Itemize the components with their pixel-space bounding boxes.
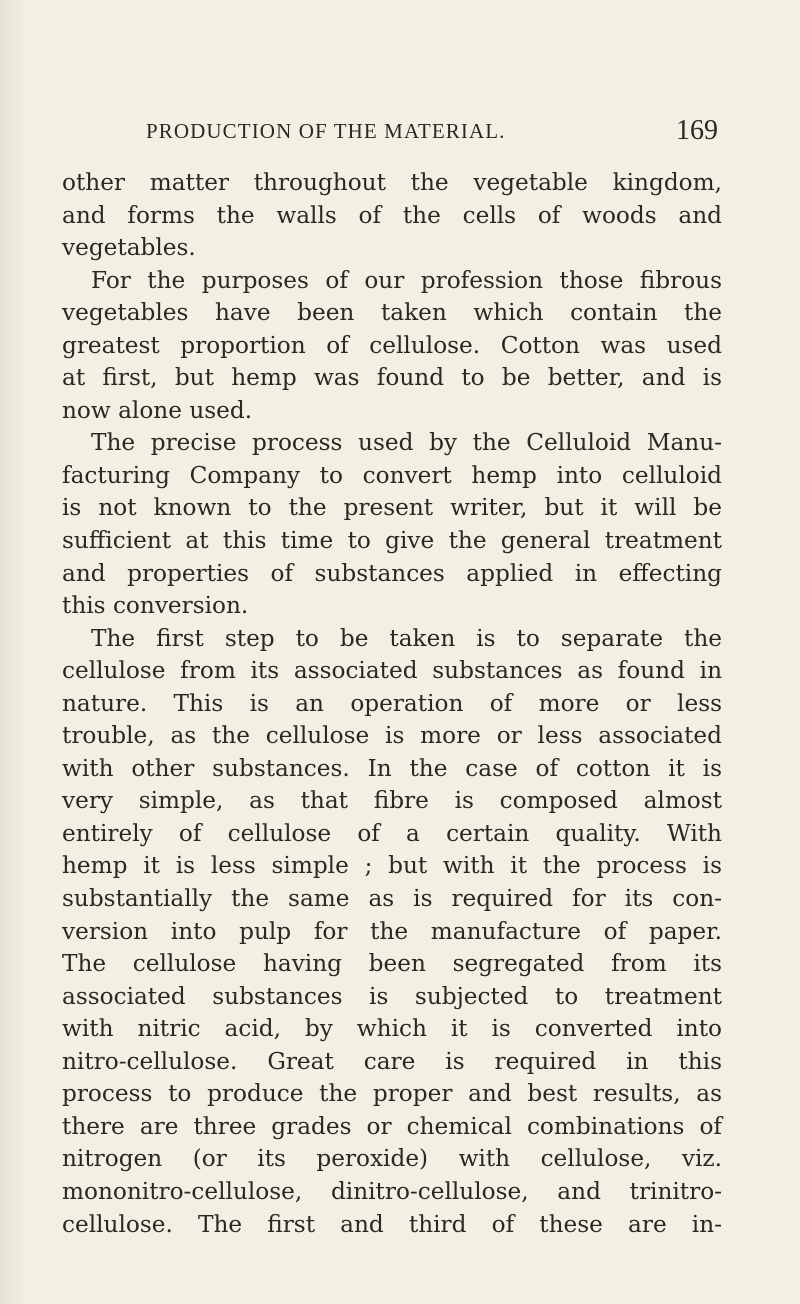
text-line: there are three grades or chemical combinations of [62,1112,722,1140]
text-line: nitrogen (or its peroxide) with cellulose, viz. [62,1145,722,1173]
text-line: entirely of cellulose of a certain quality. With [62,819,722,847]
text-line: The first step to be taken is to separate the [91,624,722,652]
text-line: with other substances. In the case of cotton it is [62,754,722,782]
text-line: The precise process used by the Celluloid Manu- [91,429,722,457]
text-line: mononitro-cellulose, dinitro-cellulose, and trinitro- [62,1177,722,1205]
text-line: The cellulose having been segregated from its [62,950,722,978]
text-line: cellulose. The first and third of these are in- [62,1210,722,1238]
text-line: at first, but hemp was found to be better, and is [62,364,722,392]
text-line: substantially the same as is required for its con- [62,885,722,913]
text-line: facturing Company to convert hemp into celluloid [62,461,722,489]
text-line: nitro-cellulose. Great care is required in this [62,1047,722,1075]
text-line: vegetables. [62,234,196,262]
text-line: this conversion. [62,592,249,620]
text-line: other matter throughout the vegetable kingdom, [62,169,722,196]
body-text [62,167,722,1241]
text-line: associated substances is subjected to treatment [62,982,722,1010]
text-line: with nitric acid, by which it is converted into [62,1015,722,1043]
running-head: PRODUCTION OF THE MATERIAL. [146,119,506,143]
text-line: very simple, as that fibre is composed almost [62,787,722,815]
text-line: hemp it is less simple ; but with it the process is [62,852,722,880]
page-header [146,115,718,149]
text-line: version into pulp for the manufacture of paper. [62,917,722,945]
text-line: now alone used. [62,396,253,424]
text-line: nature. This is an operation of more or less [62,689,722,717]
text-line: vegetables have been taken which contain the [62,299,722,327]
text-line: cellulose from its associated substances as found in [62,657,722,685]
text-line: greatest proportion of cellulose. Cotton was used [62,331,722,359]
text-line: and forms the walls of the cells of woods and [62,201,722,229]
text-line: For the purposes of our profession those fibrous [91,266,722,294]
text-line: and properties of substances applied in effecting [62,559,722,587]
text-line: process to produce the proper and best results, as [62,1080,722,1108]
text-line: trouble, as the cellulose is more or less associated [62,722,722,750]
text-line: sufficient at this time to give the general treatment [62,527,722,555]
text-line: is not known to the present writer, but it will be [62,494,722,522]
page-number: 169 [676,115,718,146]
